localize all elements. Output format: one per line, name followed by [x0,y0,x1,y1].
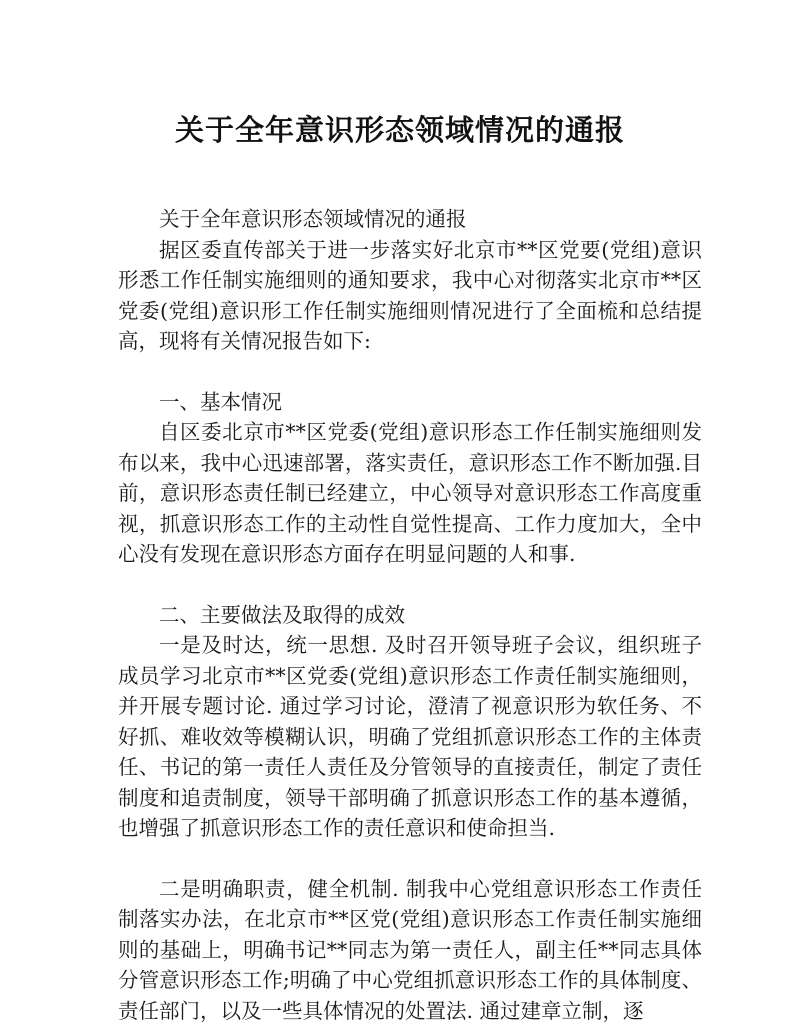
document-title: 关于全年意识形态领域情况的通报 [174,113,625,147]
paragraph-practice-two: 二是明确职责，健全机制. 制我中心党组意识形态工作责任制落实办法，在北京市**区党(党组)意识形态工作责任制实施细则的基础上，明确书记**同志为第一责任人，副主任**同志具体分管意识形态工作;明确了中心党组抓意识形态工作的具体制度、责任部门，以及一些具体情况的处置法. 通过建章立制，逐 [118,876,702,1023]
paragraph-intro: 据区委直传部关于进一步落实好北京市**区党要(党组)意识形悉工作任制实施细则的通知要求，我中心对彻落实北京市**区党委(党组)意识形工作任制实施细则情况进行了全面梳和总结提高，现将有关情况报告如下: [118,237,702,353]
paragraph-practice-one: 一是及时达，统一思想. 及时召开领导班子会议，组织班子成员学习北京市**区党委(党组)意识形态工作责任制实施细则，并开展专题讨论. 通过学习讨论，澄清了视意识形为软任务、不好抓、难收效等模糊认识，明确了党组抓意识形态工作的主体责任、书记的第一责任人责任及分管领导的直接责任，制定了责任制度和追责制度，领导干部明确了抓意识形态工作的基本遵循，也增强了抓意识形态工作的责任意识和使命担当. [118,633,702,840]
section-heading-main-practices: 二、主要做法及取得的成效 [159,602,405,627]
document-body [118,204,702,1026]
paragraph-basic-situation: 自区委北京市**区党委(党组)意识形态工作任制实施细则发布以来，我中心迅速部署，落实责任，意识形态工作不断加强.目前，意识形态责任制已经建立，中心领导对意识形态工作高度重视，抓意识形态工作的主动性自觉性提高、工作力度加大，全中心没有发现在意识形态方面存在明显问题的人和事. [118,420,702,566]
section-heading-basic-situation: 一、基本情况 [159,389,282,414]
paragraph-repeated-title: 关于全年意识形态领域情况的通报 [159,207,467,231]
